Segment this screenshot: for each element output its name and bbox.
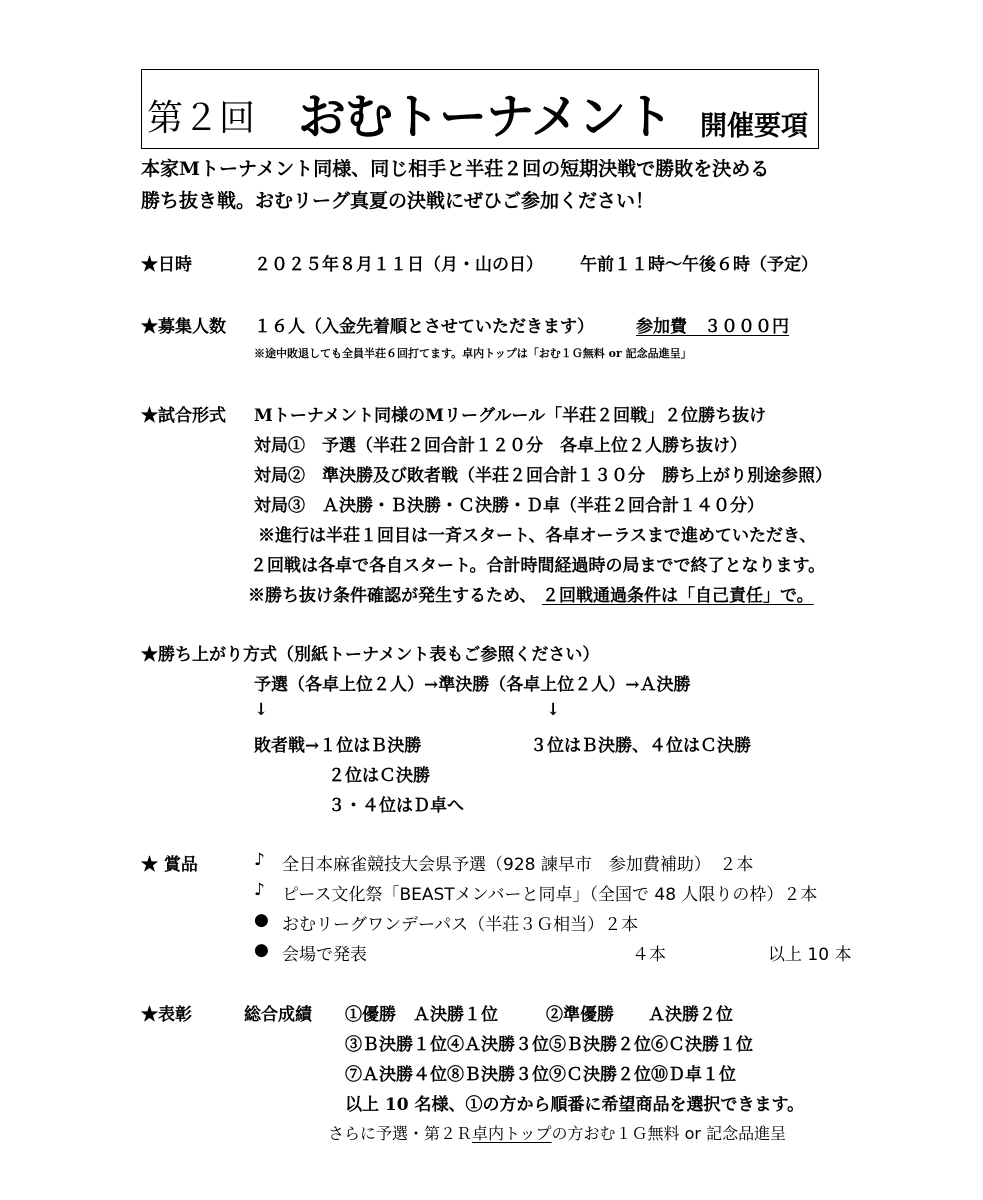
advance-arrow-2: ↓ xyxy=(546,700,561,720)
prize-count-4: ４本 xyxy=(632,945,666,965)
datetime-label: ★日時 xyxy=(141,255,192,275)
prize-mark-3: ● xyxy=(254,910,269,930)
format-note-1: ※進行は半荘１回目は一斉スタート、各卓オーラスまで進めていただき、 xyxy=(258,526,817,546)
prize-item-3: おむリーグワンデーパス（半荘３Ｇ相当）２本 xyxy=(282,915,639,935)
page-title: おむトーナメント xyxy=(298,89,673,145)
advance-loser-3: ３・４位はＤ卓へ xyxy=(328,796,464,816)
advance-loser-2: ２位はＣ決勝 xyxy=(328,766,430,786)
awards-line-5 xyxy=(328,1121,786,1144)
title-prefix: 第２回 xyxy=(147,98,256,139)
datetime-date: ２０２５年８月１１日（月・山の日） xyxy=(254,255,543,275)
awards-line-2: ③Ｂ決勝１位④Ａ決勝３位⑤Ｂ決勝２位⑥Ｃ決勝１位 xyxy=(345,1035,753,1055)
format-round-2: 対局② 準決勝及び敗者戦（半荘２回合計１３０分 勝ち上がり別途参照） xyxy=(254,466,832,486)
awards-line-1b: ②準優勝 Ａ決勝２位 xyxy=(546,1005,733,1025)
format-note-3b: ２回戦通過条件は「自己責任」で。 xyxy=(542,586,814,606)
awards-sub: 総合成績 xyxy=(244,1005,312,1025)
awards-line-5a: さらに予選・第２Ｒ xyxy=(328,1124,473,1143)
awards-line-3: ⑦Ａ決勝４位⑧Ｂ決勝３位⑨Ｃ決勝２位⑩Ｄ卓１位 xyxy=(345,1065,736,1085)
intro-line-2: 勝ち抜き戦。おむリーグ真夏の決戦にぜひご参加ください！ xyxy=(141,190,655,212)
advance-flow: 予選（各卓上位２人）→準決勝（各卓上位２人）→Ａ決勝 xyxy=(254,675,691,695)
prize-item-2: ピース文化祭「BEASTメンバーと同卓」（全国で 48 人限りの枠）２本 xyxy=(282,885,818,905)
awards-label: ★表彰 xyxy=(141,1005,192,1025)
prize-mark-2: ♪ xyxy=(254,880,265,900)
format-round-3: 対局③ Ａ決勝・Ｂ決勝・Ｃ決勝・Ｄ卓（半荘２回合計１４０分） xyxy=(254,496,764,516)
recruit-label: ★募集人数 xyxy=(141,317,226,337)
format-round-1: 対局① 予選（半荘２回合計１２０分 各卓上位２人勝ち抜け） xyxy=(254,436,747,456)
format-label: ★試合形式 xyxy=(141,406,226,426)
advance-loser-1: 敗者戦→１位はＢ決勝 xyxy=(254,736,422,756)
advance-arrow-1: ↓ xyxy=(254,700,269,720)
prize-item-4: 会場で発表 xyxy=(282,945,367,965)
format-desc: Mトーナメント同様のMリーグルール「半荘２回戦」２位勝ち抜け xyxy=(254,406,767,426)
awards-line-5c: の方おむ１Ｇ無料 or 記念品進呈 xyxy=(551,1124,787,1143)
awards-line-4: 以上 10 名様、①の方から順番に希望商品を選択できます。 xyxy=(345,1095,805,1115)
prize-total: 以上 10 本 xyxy=(768,945,852,965)
prizes-label: ★ 賞品 xyxy=(141,855,198,875)
intro-line-1: 本家Mトーナメント同様、同じ相手と半荘２回の短期決戦で勝敗を決める xyxy=(141,158,770,180)
awards-line-5b: 卓内トップ xyxy=(472,1124,552,1143)
format-note-2: ２回戦は各卓で各自スタート。合計時間経過時の局までで終了となります。 xyxy=(250,556,826,576)
format-note-3a: ※勝ち抜け条件確認が発生するため、 xyxy=(248,586,537,606)
prize-mark-4: ● xyxy=(254,940,269,960)
recruit-count: １６人（入金先着順とさせていただきます） xyxy=(254,317,594,337)
recruit-fee: 参加費 ３０００円 xyxy=(636,317,789,337)
recruit-note: ※途中敗退しても全員半荘６回打てます。卓内トップは「おむ１Ｇ無料 or 記念品進呈」 xyxy=(254,347,692,360)
prize-item-1: 全日本麻雀競技大会県予選（928 諫早市 参加費補助） ２本 xyxy=(282,855,754,875)
title-suffix: 開催要項 xyxy=(700,111,808,142)
awards-line-1a: ①優勝 Ａ決勝１位 xyxy=(345,1005,498,1025)
datetime-time: 午前１１時～午後６時（予定） xyxy=(580,255,818,275)
advance-semi: ３位はＢ決勝、４位はＣ決勝 xyxy=(530,736,751,756)
advance-label: ★勝ち上がり方式（別紙トーナメント表もご参照ください） xyxy=(141,645,600,665)
prize-mark-1: ♪ xyxy=(254,850,265,870)
